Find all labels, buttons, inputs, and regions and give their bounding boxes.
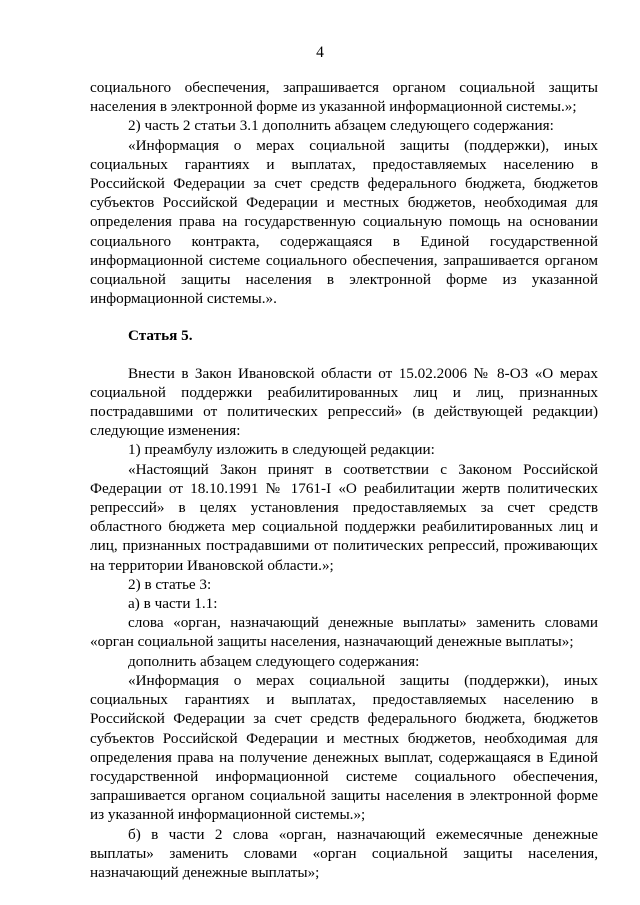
document-body (90, 78, 598, 882)
paragraph-quoted-text: «Информация о мерах социальной защиты (поддержки), иных социальных гарантиях и выплатах, предоставляемых населению в Российской Федерации за счет средств федерального бюджета, бюджетов субъектов Российской Федерации и местных бюджетов, необходимая для определения права на государственную социальную помощь на основании социального контракта, содержащаяся в Единой государственной информационной системе социального обеспечения, запрашивается органом социальной защиты населения в электронной форме из указанной информационной системы.». (90, 136, 598, 308)
paragraph-preamble-text: «Настоящий Закон принят в соответствии с Законом Российской Федерации от 18.10.1991 № 1761-I «О реабилитации жертв политических репрессий» в целях установления предоставляемых за счет средств областного бюджета мер социальной поддержки реабилитированных лиц и лиц, признанных пострадавшими от политических репрессий, проживающих на территории Ивановской области.»; (90, 460, 598, 574)
paragraph-item-2: 2) в статье 3: (128, 575, 212, 593)
paragraph-subitem-a: а) в части 1.1: (128, 595, 218, 613)
paragraph-quoted-info: «Информация о мерах социальной защиты (поддержки), иных социальных гарантиях и выплатах, предоставляемых населению в Российской Федерации за счет средств федерального бюджета, бюджетов субъектов Российской Федерации и местных бюджетов, необходимая для определения права на получение денежных выплат, содержащаяся в Единой государственной информационной системе социального обеспечения, запрашивается органом социальной защиты населения в электронной форме из указанной информационной системы.»; (90, 671, 598, 824)
paragraph-continuation: социального обеспечения, запрашивается органом социальной защиты населения в электронной форме из указанной информационной системы.»; (90, 79, 598, 116)
paragraph-article-intro: Внести в Закон Ивановской области от 15.02.2006 № 8-ОЗ «О мерах социальной поддержки реабилитированных лиц и лиц, признанных пострадавшими от политических репрессий» (в действующей редакции) следующие изменения: (90, 364, 598, 440)
paragraph-add-clause: дополнить абзацем следующего содержания: (128, 652, 420, 670)
paragraph-subitem-b: б) в части 2 слова «орган, назначающий ежемесячные денежные выплаты» заменить словами «орган социальной защиты населения, назначающий денежные выплаты»; (90, 825, 598, 881)
paragraph-amendment-item-2: 2) часть 2 статьи 3.1 дополнить абзацем следующего содержания: (128, 117, 554, 135)
page-number: 4 (316, 44, 324, 61)
article-heading: Статья 5. (128, 327, 193, 345)
paragraph-replace-words: слова «орган, назначающий денежные выплаты» заменить словами «орган социальной защиты населения, назначающий денежные выплаты»; (90, 614, 598, 651)
spacer (90, 308, 598, 326)
paragraph-item-1: 1) преамбулу изложить в следующей редакции: (128, 441, 435, 459)
spacer (90, 346, 598, 364)
